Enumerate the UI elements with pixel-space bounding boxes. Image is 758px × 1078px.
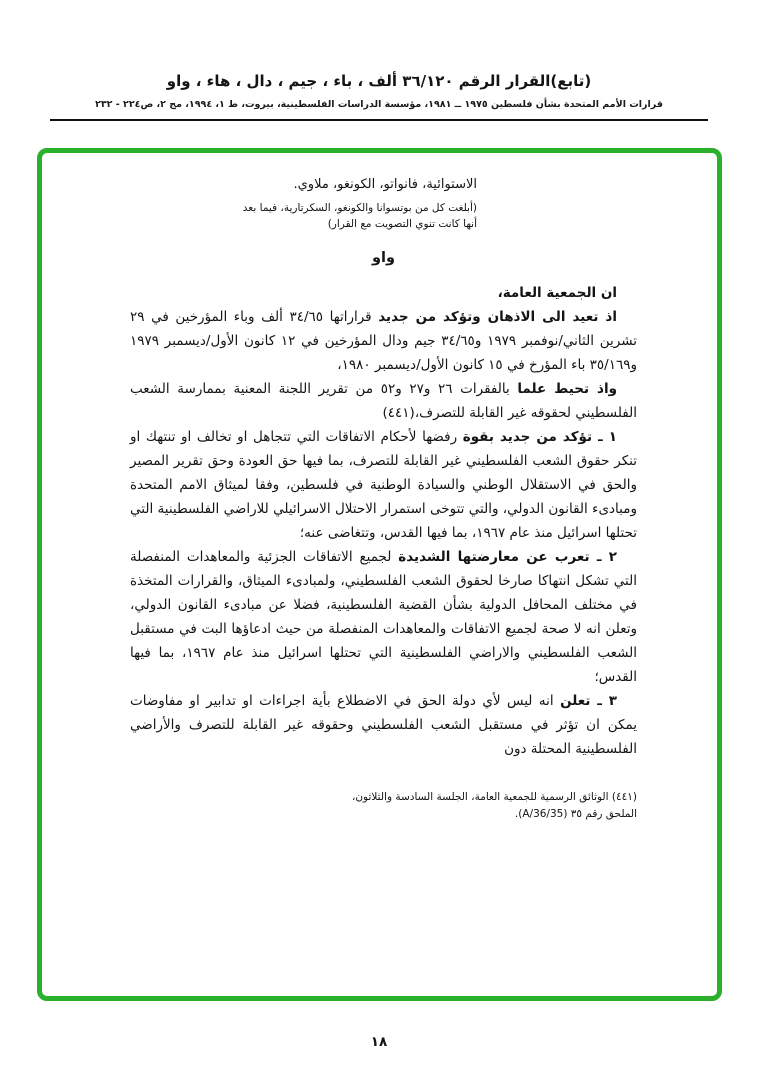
source-citation: قرارات الأمم المتحدة بشأن فلسطين ١٩٧٥ ــ ١٩٨١، مؤسسة الدراسات الفلسطينية، بيروت، ط ١، ١٩٩٤، مج ٢، ص٢٢٤ - ٢٣٢ [95, 99, 663, 110]
paragraph-lead: ٢ ـ تعرب عن معارضتها الشديدة [398, 549, 617, 565]
paragraph-text: انه ليس لأي دولة الحق في الاضطلاع بأية اجراءات او تدابير او مفاوضات يمكن ان تؤثر في مستقبل الشعب الفلسطيني وحقوقه غير القابلة للتصرف والأراضي الفلسطينية المحتلة دون [130, 693, 637, 757]
body-paragraph [130, 689, 637, 761]
paragraph-lead: ٣ ـ تعلن [560, 693, 617, 709]
paragraph-text: رفضها لأحكام الاتفاقات التي تتجاهل او تخالف او تنتهك او تنكر حقوق الشعب الفلسطيني غير القابلة للتصرف، بما فيها حق العودة وحق تقرير المصير والحق في الاستقلال الوطني والسيادة الوطنية في فلسطين، وفقا لميثاق الامم المتحدة ومبادىء القانون الدولي، والتي تتوخى استمرار الاحتلال الاسرائيلي للاراضي الفلسطينية التي تحتلها اسرائيل منذ عام ١٩٦٧، بما فيها القدس، وتتغاضى عنه؛ [130, 429, 637, 541]
voting-note [182, 175, 477, 232]
header-divider [50, 119, 708, 121]
document-header [0, 0, 758, 121]
paragraph-text: قراراتها ٣٤/٦٥ ألف وباء المؤرخين في ٢٩ تشرين الثاني/نوفمبر ١٩٧٩ و٣٤/٦٥ جيم ودال المؤرخين في ١٢ كانون الأول/ديسمبر ١٩٧٩ و٣٥/١٦٩ باء المؤرخ في ١٥ كانون الأول/ديسمبر ١٩٨٠، [130, 309, 638, 373]
body-paragraph [130, 425, 637, 545]
paragraph-lead: واذ تحيط علما [517, 381, 618, 397]
paragraph-text: لجميع الاتفاقات الجزئية والمعاهدات المنفصلة التي تشكل انتهاكا صارخا لحقوق الشعب الفلسطيني، ولمبادىء الميثاق، والقرارات المتخذة في مختلف المحافل الدولية بشأن القضية الفلسطينية، فضلا عن مبادىء القانون الدولي، وتعلن انه لا صحة لجميع الاتفاقات والمعاهدات المنفصلة من حيث ادعاؤها البت في مستقبل الشعب الفلسطيني والاراضي الفلسطينية التي تحتلها اسرائيل منذ عام ١٩٦٧، بما فيها القدس؛ [130, 549, 637, 685]
body-paragraph [130, 281, 637, 305]
paragraph-lead: ان الجمعية العامة، [497, 285, 617, 301]
body-paragraph [130, 545, 637, 689]
page-number: ١٨ [370, 1034, 388, 1050]
content-frame [37, 148, 722, 1001]
paragraph-lead: ١ ـ تؤكد من جديد بقوة [462, 429, 617, 445]
section-letter: واو [372, 250, 395, 266]
paragraph-text: بالفقرات ٢٦ و٢٧ و٥٢ من تقرير اللجنة المعنية بممارسة الشعب الفلسطيني لحقوقه غير القابلة للتصرف،(٤٤١) [130, 381, 637, 421]
body-paragraph [130, 377, 637, 425]
secretariat-note-line-1: (أبلغت كل من بوتسوانا والكونغو، السكرتارية، فيما بعد [242, 202, 477, 214]
secretariat-note-line-2: أنها كانت تنوي التصويت مع القرار) [327, 218, 477, 230]
footnote: (٤٤١) الوثائق الرسمية للجمعية العامة، الجلسة السادسة والثلاثون، الملحق رقم ٣٥ (A/36/35). [351, 791, 637, 820]
country-list-line: الاستوائية، فانواتو، الكونغو، ملاوي. [293, 177, 477, 192]
paragraph-lead: اذ تعيد الى الاذهان وتؤكد من جديد [378, 309, 617, 325]
body-paragraph [130, 305, 637, 377]
resolution-title: (تابع)القرار الرقم ٣٦/١٢٠ ألف ، باء ، جيم ، دال ، هاء ، واو [166, 72, 592, 90]
resolution-body [130, 281, 637, 761]
